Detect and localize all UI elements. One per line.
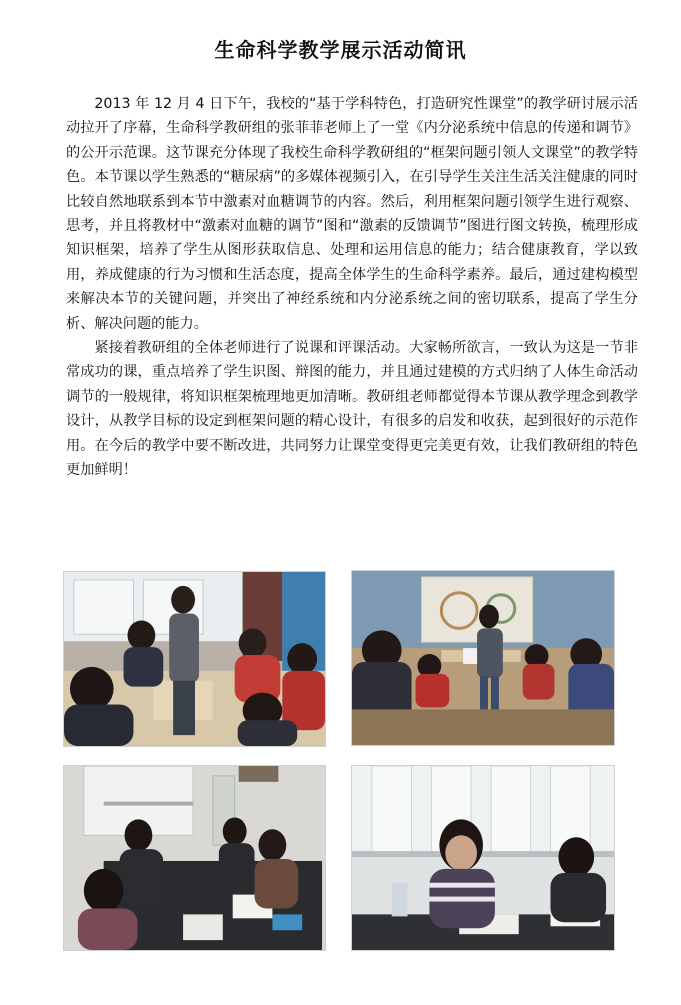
classroom-photo-teacher-presenting — [351, 570, 615, 746]
paragraph-2: 紧接着教研组的全体老师进行了说课和评课活动。大家畅所欲言，一致认为这是一节非常成功的课，重点培养了学生识图、辩图的能力，并且通过建模的方式归纳了人体生命活动调节的一般规律，将知识框架梳理地更加清晰。教研组老师都觉得本节课从教学理念到教学设计，从教学目标的设定到框架问题的精心设计，有很多的启发和收获，起到很好的示范作用。在今后的教学中要不断改进，共同努力让课堂变得更完美更有效，让我们教研组的特色更加鲜明！ — [66, 340, 638, 479]
classroom-photo-teacher-among-students — [63, 571, 326, 747]
article-body — [66, 92, 638, 483]
article-title: 生命科学教学展示活动简讯 — [214, 38, 467, 62]
paragraph-1: 2013 年 12 月 4 日下午，我校的“基于学科特色，打造研究性课堂”的教学研讨展示活动拉开了序幕，生命科学教研组的张菲菲老师上了一堂《内分泌系统中信息的传递和调节》的公开示范课。这节课充分体现了我校生命科学教研组的“框架问题引领人文课堂”的教学特色。本节课以学生熟悉的“糖尿病”的多媒体视频引入，在引导学生关注生活关注健康的同时比较自然地联系到本节中激素对血糖调节的内容。然后，利用框架问题引领学生进行观察、思考，并且将教材中“激素对血糖的调节”图和“激素的反馈调节”图进行图文转换，梳理形成知识框架，培养了学生从图形获取信息、处理和运用信息的能力；结合健康教育，学以致用，养成健康的行为习惯和生活态度，提高全体学生的生命科学素养。最后，通过建构模型来解决本节的关键问题，并突出了神经系统和内分泌系统之间的密切联系，提高了学生分析、解决问题的能力。 — [66, 96, 638, 332]
meeting-photo-teachers-around-table — [63, 765, 326, 951]
meeting-photo-teacher-speaking — [351, 765, 615, 951]
